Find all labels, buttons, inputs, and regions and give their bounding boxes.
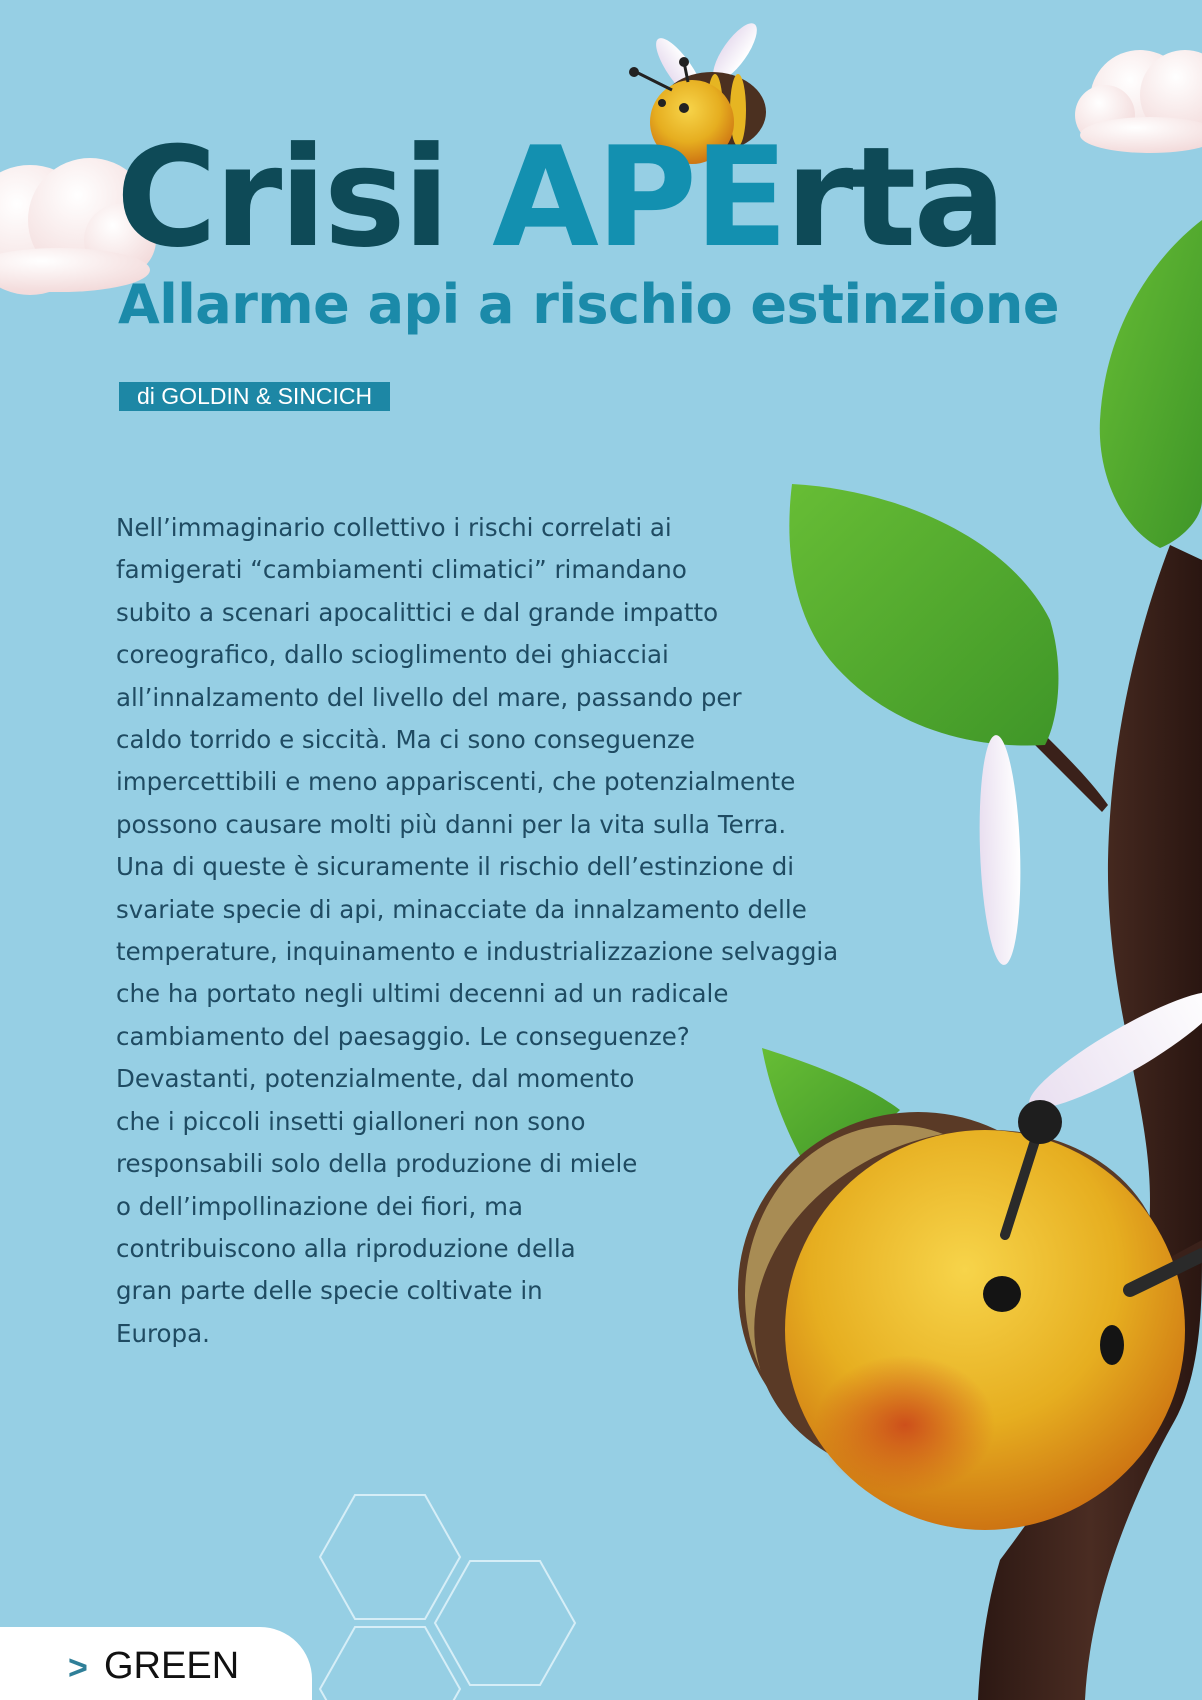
article-line: Nell’immaginario collettivo i rischi correlati ai: [116, 513, 672, 542]
article-body: [116, 507, 856, 1355]
article-line: responsabili solo della produzione di miele: [116, 1149, 638, 1179]
article-line: gran parte delle specie coltivate in: [116, 1276, 543, 1306]
article-line: che ha portato negli ultimi decenni ad un radicale: [116, 979, 729, 1009]
leaf-icon: [1100, 220, 1202, 548]
article-line: caldo torrido e siccità. Ma ci sono conseguenze: [116, 725, 695, 755]
section-label: GREEN: [104, 1645, 240, 1687]
article-line: possono causare molti più danni per la vita sulla Terra.: [116, 809, 787, 839]
chevron-right-icon: >: [68, 1649, 88, 1687]
honeycomb-icon: [320, 1495, 575, 1700]
title-accent: APE: [492, 117, 786, 278]
article-line: cambiamento del paesaggio. Le conseguenze?: [116, 1021, 690, 1051]
page-title: [116, 118, 1004, 278]
article-line: coreografico, dallo scioglimento dei ghiacciai: [116, 640, 669, 670]
article-line: temperature, inquinamento e industrializzazione selvaggia: [116, 937, 839, 967]
title-main: Crisi: [116, 117, 493, 278]
cloud-icon: [1075, 50, 1202, 153]
article-line: subito a scenari apocalittici e dal grande impatto: [116, 597, 719, 627]
article-line: Una di queste è sicuramente il rischio dell’estinzione di: [116, 852, 795, 882]
article-line: impercettibili e meno appariscenti, che potenzialmente: [116, 767, 796, 797]
title-end: rta: [785, 117, 1004, 278]
article-line: Devastanti, potenzialmente, dal momento: [116, 1064, 635, 1094]
byline-badge: di GOLDIN & SINCICH: [119, 382, 390, 411]
article-line: Europa.: [116, 1318, 210, 1348]
article-line: svariate specie di api, minacciate da innalzamento delle: [116, 894, 807, 924]
subtitle: Allarme api a rischio estinzione: [118, 273, 1059, 336]
article-line: famigerati “cambiamenti climatici” rimandano: [116, 555, 687, 585]
article-line: o dell’impollinazione dei fiori, ma: [116, 1191, 524, 1221]
article-line: all’innalzamento del livello del mare, passando per: [116, 682, 742, 712]
article-line: che i piccoli insetti gialloneri non sono: [116, 1106, 586, 1136]
article-line: contribuiscono alla riproduzione della: [116, 1233, 576, 1263]
